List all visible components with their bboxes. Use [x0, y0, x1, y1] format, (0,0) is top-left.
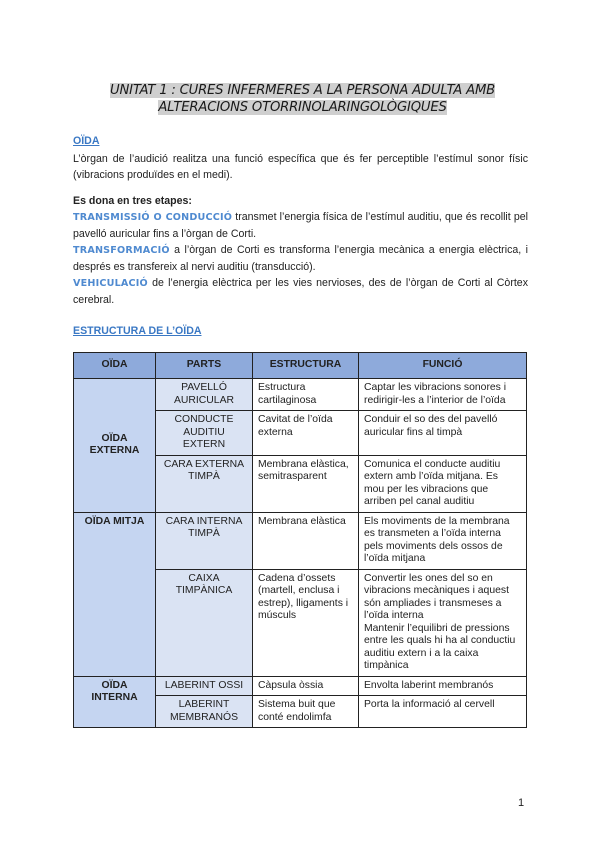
- etapa-item: [73, 242, 528, 275]
- structure-cell: Cadena d’ossets (martell, enclusa i estrep), lligaments i músculs: [253, 569, 359, 676]
- estructura-table: [73, 352, 527, 728]
- header-oida: OÏDA: [74, 353, 156, 379]
- etapes-subheading: Es dona en tres etapes:: [73, 195, 192, 207]
- part-cell: PAVELLÓ AURICULAR: [156, 379, 253, 411]
- table-header-row: [74, 353, 527, 379]
- etapa-keyword: TRANSMISSIÓ O CONDUCCIÓ: [73, 212, 233, 223]
- function-cell: Comunica el conducte auditiu extern amb l’oïda mitjana. Es mou per les vibracions que arriben pel canal auditiu: [359, 455, 527, 512]
- etapa-item: [73, 275, 528, 308]
- part-cell: CARA INTERNA TIMPÀ: [156, 512, 253, 569]
- estructura-heading: ESTRUCTURA DE L’OÏDA: [73, 325, 202, 337]
- structure-cell: Membrana elàstica: [253, 512, 359, 569]
- function-cell: Envolta laberint membranós: [359, 676, 527, 696]
- structure-cell: Membrana elàstica, semitrasparent: [253, 455, 359, 512]
- etapa-keyword: VEHICULACIÓ: [73, 278, 148, 289]
- etapes-section: [73, 193, 528, 308]
- structure-cell: Estructura cartilaginosa: [253, 379, 359, 411]
- page-title: [90, 82, 515, 116]
- structure-cell: Càpsula òssia: [253, 676, 359, 696]
- function-cell: Conduir el so des del pavelló auricular fins al timpà: [359, 411, 527, 456]
- header-parts: PARTS: [156, 353, 253, 379]
- table-row: [74, 676, 527, 696]
- etapa-text: a l’òrgan de Corti es transforma l’energia mecànica a energia elèctrica, i després es transfereix al nervi auditiu (transducció).: [73, 244, 528, 273]
- etapa-text: de l’energia elèctrica per les vies nervioses, des de l’òrgan de Corti al Còrtex cerebral.: [73, 277, 528, 306]
- category-oida-interna: OÏDA INTERNA: [74, 676, 156, 728]
- function-cell: Captar les vibracions sonores i redirigir-les a l’interior de l’oïda: [359, 379, 527, 411]
- etapa-text: transmet l’energia física de l’estímul auditiu, que és recollit pel pavelló auricular fins a l’òrgan de Corti.: [73, 211, 529, 240]
- estructura-section: [73, 323, 528, 339]
- page-number: 1: [518, 797, 525, 809]
- structure-cell: Sistema buit que conté endolimfa: [253, 696, 359, 728]
- part-cell: CAIXA TIMPÀNICA: [156, 569, 253, 676]
- title-line-2: ALTERACIONS OTORRINOLARINGOLÒGIQUES: [158, 100, 447, 115]
- part-cell: CONDUCTE AUDITIU EXTERN: [156, 411, 253, 456]
- table-row: [74, 512, 527, 569]
- part-cell: CARA EXTERNA TIMPÀ: [156, 455, 253, 512]
- structure-cell: Cavitat de l’oïda externa: [253, 411, 359, 456]
- header-funcio: FUNCIÓ: [359, 353, 527, 379]
- oida-heading: OÏDA: [73, 135, 100, 147]
- table-row: [74, 379, 527, 411]
- etapa-item: [73, 209, 528, 242]
- category-oida-mitja: OÏDA MITJA: [74, 512, 156, 676]
- title-line-1: UNITAT 1 : CURES INFERMERES A LA PERSONA ADULTA AMB: [110, 83, 495, 98]
- part-cell: LABERINT MEMBRANÓS: [156, 696, 253, 728]
- header-estructura: ESTRUCTURA: [253, 353, 359, 379]
- function-cell: Els moviments de la membrana es transmeten a l’oïda interna pels moviments dels ossos de l’oïda mitjana: [359, 512, 527, 569]
- oida-paragraph: L’òrgan de l’audició realitza una funció específica que és fer perceptible l’estímul sonor físic (vibracions produïdes en el medi).: [73, 153, 528, 181]
- etapa-keyword: TRANSFORMACIÓ: [73, 245, 170, 256]
- oida-section: [73, 133, 528, 183]
- category-oida-externa: OÏDA EXTERNA: [74, 379, 156, 513]
- part-cell: LABERINT OSSI: [156, 676, 253, 696]
- function-cell: Convertir les ones del so en vibracions mecàniques i aquest són ampliades i transmeses a l’oïda interna Mantenir l’equilibri de pressions entre les quals hi ha al conductiu auditiu extern i a la caixa timpànica: [359, 569, 527, 676]
- function-cell: Porta la informació al cervell: [359, 696, 527, 728]
